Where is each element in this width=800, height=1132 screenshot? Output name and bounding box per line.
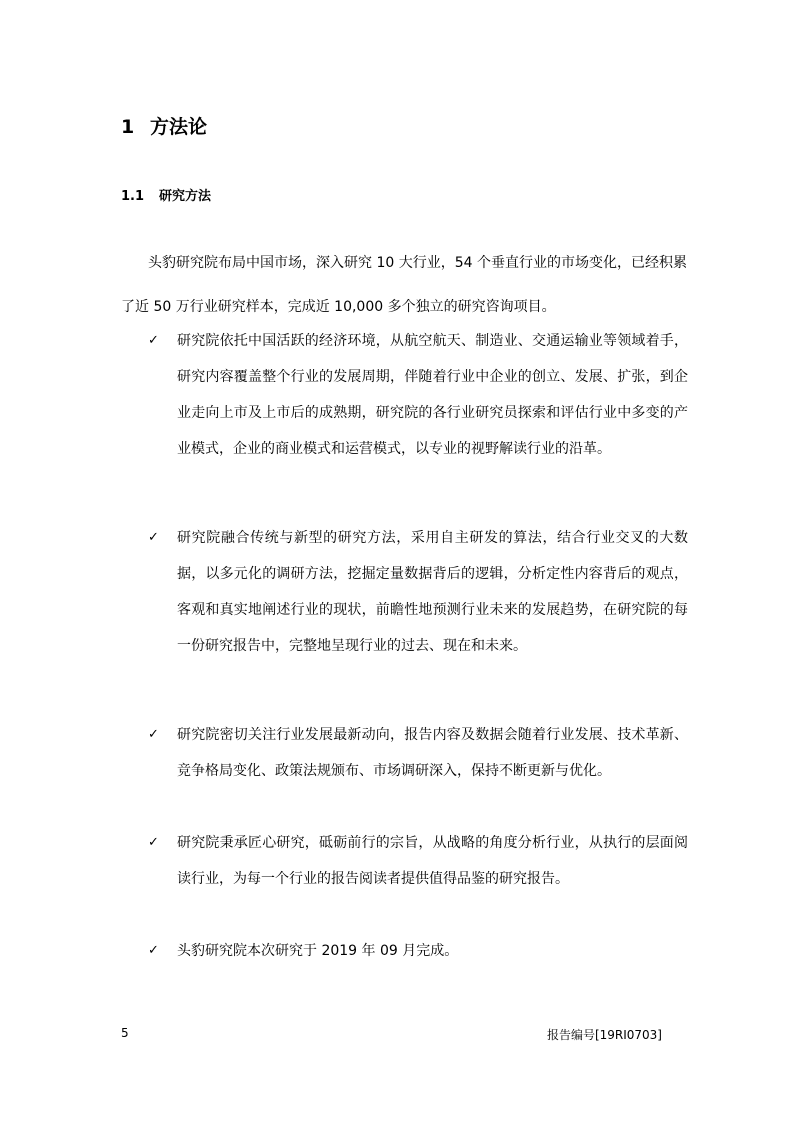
bullet-item (148, 825, 688, 897)
bullet-text: 研究院依托中国活跃的经济环境，从航空航天、制造业、交通运输业等领域着手，研究内容覆盖整个行业的发展周期，伴随着行业中企业的创立、发展、扩张，到企业走向上市及上市后的成熟期，研究院的各行业研究员探索和评估行业中多变的产业模式，企业的商业模式和运营模式，以专业的视野解读行业的沿革。 (177, 333, 688, 457)
section-title: 方法论 (150, 116, 208, 138)
intro-paragraph: 头豹研究院布局中国市场，深入研究 10 大行业，54 个垂直行业的市场变化，已经积累了近 50 万行业研究样本，完成近 10,000 多个独立的研究咨询项目。 (121, 255, 687, 315)
page-number: 5 (121, 1026, 129, 1040)
bullet-item (148, 717, 688, 789)
bullet-item (148, 520, 688, 664)
report-code: 报告编号[19RI0703] (546, 1028, 662, 1042)
checkmark-icon: ✓ (148, 943, 159, 958)
subsection-number: 1.1 (121, 189, 145, 204)
section-heading (121, 112, 207, 139)
section-number: 1 (121, 116, 135, 138)
subsection-title: 研究方法 (159, 189, 212, 204)
checkmark-icon: ✓ (148, 835, 159, 850)
checkmark-icon: ✓ (148, 333, 159, 348)
bullet-text: 研究院融合传统与新型的研究方法，采用自主研发的算法，结合行业交叉的大数据，以多元化的调研方法，挖掘定量数据背后的逻辑，分析定性内容背后的观点，客观和真实地阐述行业的现状，前瞻性地预测行业未来的发展趋势，在研究院的每一份研究报告中，完整地呈现行业的过去、现在和未来。 (177, 530, 688, 654)
bullet-text: 研究院秉承匠心研究，砥砺前行的宗旨，从战略的角度分析行业，从执行的层面阅读行业，为每一个行业的报告阅读者提供值得品鉴的研究报告。 (177, 835, 688, 887)
checkmark-icon: ✓ (148, 727, 159, 742)
subsection-heading (121, 185, 211, 204)
bullet-text: 研究院密切关注行业发展最新动向，报告内容及数据会随着行业发展、技术革新、竞争格局变化、政策法规颁布、市场调研深入，保持不断更新与优化。 (177, 727, 688, 779)
bullet-item (148, 933, 688, 969)
bullet-text: 头豹研究院本次研究于 2019 年 09 月完成。 (177, 943, 459, 959)
bullet-item (148, 323, 688, 467)
checkmark-icon: ✓ (148, 530, 159, 545)
